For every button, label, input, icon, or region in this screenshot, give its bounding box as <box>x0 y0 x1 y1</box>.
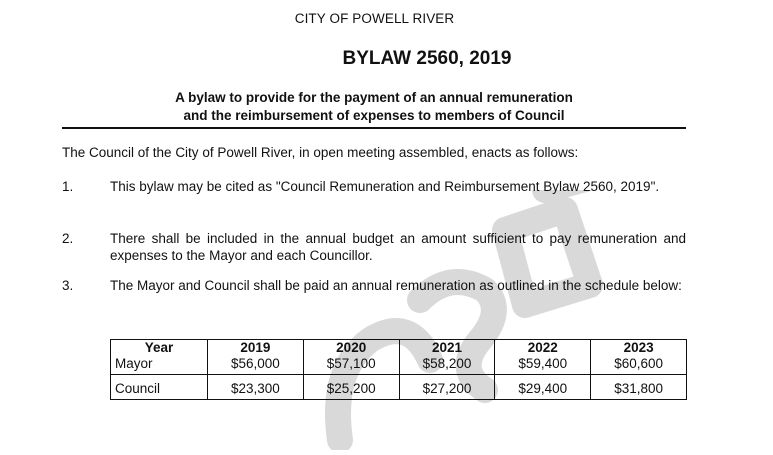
table-cell: $57,100 <box>303 356 399 375</box>
table-cell: $29,400 <box>495 379 591 400</box>
table-cell: $56,000 <box>208 356 304 375</box>
purpose-line-2: and the reimbursement of expenses to members of Council <box>183 108 565 123</box>
title-divider <box>62 127 686 129</box>
column-header-2021: 2021 <box>399 340 495 357</box>
clause-number: 3. <box>62 278 74 293</box>
clause-text: The Mayor and Council shall be paid an annual remuneration as outlined in the schedule below: <box>110 278 682 293</box>
column-header-year: Year <box>111 340 208 357</box>
table-cell: $58,200 <box>399 356 495 375</box>
enactment-preamble: The Council of the City of Powell River, in open meeting assembled, enacts as follows: <box>62 145 579 160</box>
bylaw-purpose <box>62 89 686 125</box>
clause-3 <box>62 277 686 294</box>
column-header-2020: 2020 <box>303 340 399 357</box>
column-header-2023: 2023 <box>591 340 687 357</box>
city-name-heading: CITY OF POWELL RIVER <box>294 11 455 26</box>
column-header-2022: 2022 <box>495 340 591 357</box>
column-header-2019: 2019 <box>208 340 304 357</box>
table-cell: $60,600 <box>591 356 687 375</box>
table-row-council <box>111 379 687 400</box>
clause-2 <box>62 230 686 264</box>
table-row-mayor <box>111 356 687 375</box>
row-label: Council <box>111 379 208 400</box>
table-cell: $23,300 <box>208 379 304 400</box>
remuneration-schedule-table <box>110 339 687 400</box>
table-cell: $27,200 <box>399 379 495 400</box>
clause-text: This bylaw may be cited as "Council Remuneration and Reimbursement Bylaw 2560, 2019". <box>110 179 660 194</box>
table-cell: $25,200 <box>303 379 399 400</box>
row-label: Mayor <box>111 356 208 375</box>
clause-number: 2. <box>62 231 74 246</box>
table-cell: $59,400 <box>495 356 591 375</box>
clause-1 <box>62 178 686 195</box>
bylaw-title: BYLAW 2560, 2019 <box>342 48 512 69</box>
table-header-row <box>111 340 687 357</box>
used-stamp-watermark <box>300 190 660 450</box>
clause-text: There shall be included in the annual budget an amount sufficient to pay remuneration and expenses to the Mayor and each Councillor. <box>110 231 686 263</box>
purpose-line-1: A bylaw to provide for the payment of an annual remuneration <box>175 90 573 105</box>
clause-number: 1. <box>62 179 74 194</box>
table-cell: $31,800 <box>591 379 687 400</box>
